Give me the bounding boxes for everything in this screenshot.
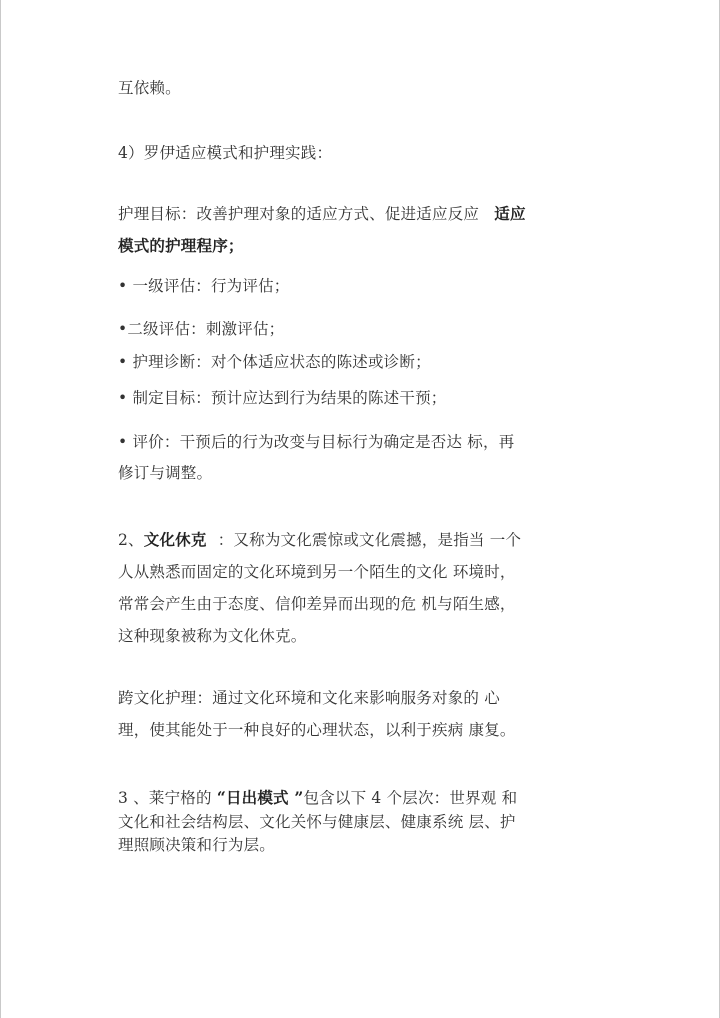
bold-text: 模式的护理程序； (118, 236, 244, 255)
line-text: 理，使其能处于一种良好的心理状态，以利于疾病 康复。 (118, 721, 516, 739)
text-line (118, 204, 526, 224)
bullet-item (118, 352, 431, 372)
line-text: 人从熟悉而固定的文化环境到另一个陌生的文化 环境时， (118, 563, 516, 581)
line-text: 跨文化护理：通过文化环境和文化来影响服务对象的 心 (118, 689, 500, 707)
line-text: • 护理诊断：对个体适应状态的陈述或诊断； (118, 353, 431, 371)
line-text: • 制定目标：预计应达到行为结果的陈述干预； (118, 389, 447, 407)
bullet-item (118, 432, 514, 452)
line-text: 修订与调整。 (118, 464, 213, 482)
bullet-item (118, 319, 284, 339)
page-left-edge (0, 0, 1, 1018)
line-text: 常常会产生由于态度、信仰差异而出现的危 机与陌生感， (118, 595, 516, 613)
definition-line (118, 530, 521, 550)
term-sunrise-model: “日出模式 ” (216, 788, 304, 807)
line-text: 4）罗伊适应模式和护理实践： (118, 144, 333, 162)
text-line (118, 78, 181, 98)
line-text: 互依赖。 (118, 79, 181, 97)
text-line (118, 835, 275, 855)
line-text: 这种现象被称为文化休克。 (118, 627, 307, 645)
line-prefix: 2、 (118, 531, 144, 549)
definition-line (118, 788, 517, 808)
bullet-item (118, 276, 289, 296)
text-line (118, 236, 244, 256)
line-text: •二级评估：刺激评估； (118, 320, 285, 338)
text-line (118, 812, 516, 832)
term-culture-shock: 文化休克 (143, 530, 207, 549)
line-prefix: 3 、莱宁格的 (118, 789, 217, 807)
text-line (118, 688, 500, 708)
line-text: ：又称为文化震惊或文化震撼，是指当 一个 (217, 531, 522, 549)
text-line (118, 720, 516, 740)
text-line (118, 562, 516, 582)
line-text: 理照顾决策和行为层。 (118, 836, 276, 854)
line-text: 包含以下 4 个层次：世界观 和 (303, 789, 518, 807)
text-line (118, 594, 516, 614)
text-line (118, 626, 306, 646)
text-line (118, 463, 212, 483)
line-text: 护理目标：改善护理对象的适应方式、促进适应反应 (118, 205, 480, 223)
line-text: 文化和社会结构层、文化关怀与健康层、健康系统 层、护 (118, 813, 516, 831)
line-text: • 一级评估：行为评估； (118, 277, 290, 295)
bullet-item (118, 388, 446, 408)
bold-text: 适应 (494, 204, 526, 223)
line-text: • 评价：干预后的行为改变与目标行为确定是否达 标，再 (118, 433, 515, 451)
section-heading (118, 143, 332, 163)
